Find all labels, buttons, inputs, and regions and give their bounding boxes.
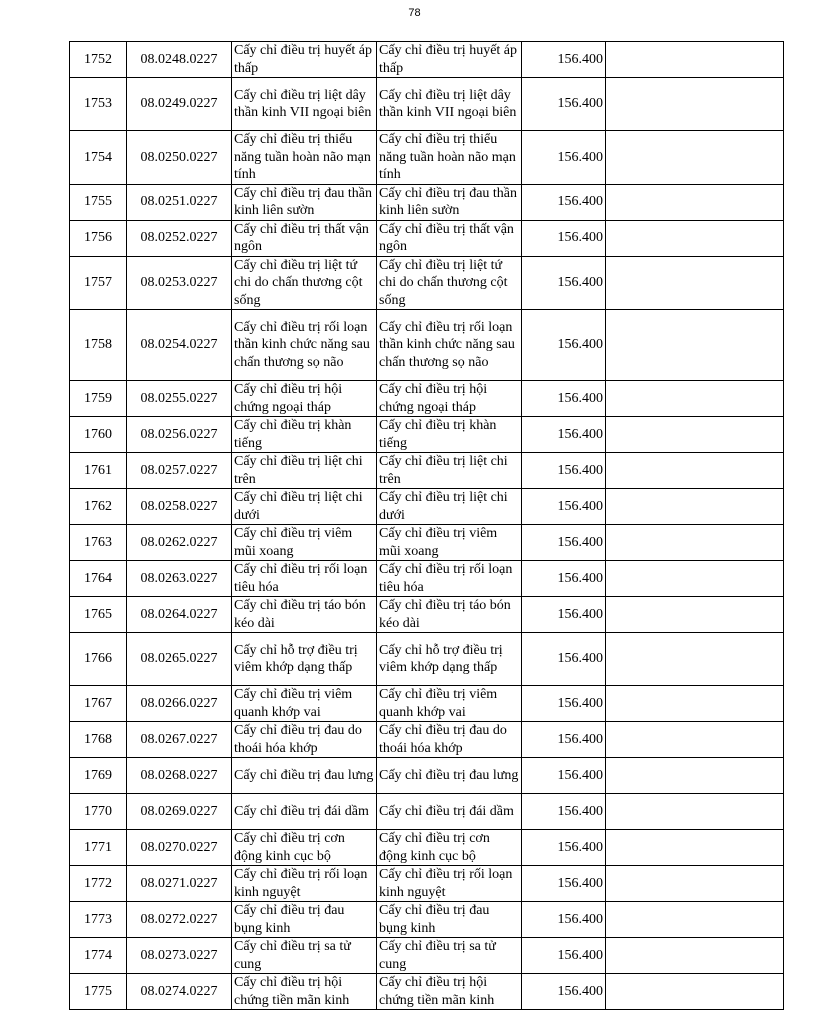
service-price: 156.400 — [522, 722, 606, 758]
service-price: 156.400 — [522, 184, 606, 220]
service-name: Cấy chỉ điều trị liệt tứ chi do chấn thương cột sống — [232, 256, 377, 310]
service-name: Cấy chỉ điều trị liệt dây thần kinh VII ngoại biên — [232, 78, 377, 131]
row-number: 1769 — [70, 758, 127, 794]
table-row — [70, 453, 784, 489]
service-code: 08.0263.0227 — [127, 561, 232, 597]
service-code: 08.0252.0227 — [127, 220, 232, 256]
row-number: 1758 — [70, 310, 127, 381]
note-cell — [606, 453, 784, 489]
table-row — [70, 220, 784, 256]
table-row — [70, 974, 784, 1010]
service-name-approved: Cấy chỉ điều trị huyết áp thấp — [377, 42, 522, 78]
service-price: 156.400 — [522, 381, 606, 417]
service-price: 156.400 — [522, 974, 606, 1010]
service-code: 08.0249.0227 — [127, 78, 232, 131]
table-row — [70, 597, 784, 633]
service-code: 08.0270.0227 — [127, 830, 232, 866]
service-name: Cấy chỉ điều trị đau lưng — [232, 758, 377, 794]
row-number: 1766 — [70, 633, 127, 686]
row-number: 1770 — [70, 794, 127, 830]
service-name: Cấy chỉ điều trị sa tử cung — [232, 938, 377, 974]
service-code: 08.0256.0227 — [127, 417, 232, 453]
note-cell — [606, 417, 784, 453]
note-cell — [606, 310, 784, 381]
row-number: 1775 — [70, 974, 127, 1010]
row-number: 1761 — [70, 453, 127, 489]
service-price: 156.400 — [522, 256, 606, 310]
service-name-approved: Cấy chỉ điều trị liệt dây thần kinh VII ngoại biên — [377, 78, 522, 131]
table-body — [70, 42, 784, 1010]
row-number: 1764 — [70, 561, 127, 597]
service-price: 156.400 — [522, 866, 606, 902]
service-name-approved: Cấy chỉ điều trị sa tử cung — [377, 938, 522, 974]
service-name-approved: Cấy chỉ điều trị liệt tứ chi do chấn thương cột sống — [377, 256, 522, 310]
row-number: 1763 — [70, 525, 127, 561]
service-code: 08.0257.0227 — [127, 453, 232, 489]
service-price: 156.400 — [522, 794, 606, 830]
row-number: 1771 — [70, 830, 127, 866]
service-name: Cấy chỉ điều trị thất vận ngôn — [232, 220, 377, 256]
service-code: 08.0271.0227 — [127, 866, 232, 902]
service-code: 08.0254.0227 — [127, 310, 232, 381]
note-cell — [606, 220, 784, 256]
service-code: 08.0266.0227 — [127, 686, 232, 722]
service-name: Cấy chỉ điều trị liệt chi dưới — [232, 489, 377, 525]
table-row — [70, 938, 784, 974]
service-price: 156.400 — [522, 310, 606, 381]
service-name-approved: Cấy chỉ điều trị viêm mũi xoang — [377, 525, 522, 561]
note-cell — [606, 633, 784, 686]
note-cell — [606, 131, 784, 185]
table-row — [70, 184, 784, 220]
service-name: Cấy chỉ điều trị rối loạn kinh nguyệt — [232, 866, 377, 902]
service-name-approved: Cấy chỉ điều trị đái dầm — [377, 794, 522, 830]
service-price: 156.400 — [522, 830, 606, 866]
service-name: Cấy chỉ điều trị táo bón kéo dài — [232, 597, 377, 633]
service-name: Cấy chỉ điều trị đau thần kinh liên sườn — [232, 184, 377, 220]
service-code: 08.0267.0227 — [127, 722, 232, 758]
service-name-approved: Cấy chỉ điều trị hội chứng ngoại tháp — [377, 381, 522, 417]
row-number: 1773 — [70, 902, 127, 938]
service-name: Cấy chỉ điều trị đái dầm — [232, 794, 377, 830]
service-price: 156.400 — [522, 633, 606, 686]
note-cell — [606, 561, 784, 597]
service-name-approved: Cấy chỉ điều trị táo bón kéo dài — [377, 597, 522, 633]
service-name-approved: Cấy chỉ điều trị đau do thoái hóa khớp — [377, 722, 522, 758]
service-price: 156.400 — [522, 453, 606, 489]
table-row — [70, 42, 784, 78]
note-cell — [606, 78, 784, 131]
service-price: 156.400 — [522, 78, 606, 131]
row-number: 1772 — [70, 866, 127, 902]
note-cell — [606, 866, 784, 902]
service-code: 08.0248.0227 — [127, 42, 232, 78]
table-row — [70, 830, 784, 866]
service-code: 08.0265.0227 — [127, 633, 232, 686]
service-price: 156.400 — [522, 417, 606, 453]
price-table — [69, 41, 784, 1010]
row-number: 1753 — [70, 78, 127, 131]
service-code: 08.0264.0227 — [127, 597, 232, 633]
service-name: Cấy chỉ điều trị liệt chi trên — [232, 453, 377, 489]
note-cell — [606, 42, 784, 78]
row-number: 1774 — [70, 938, 127, 974]
service-code: 08.0273.0227 — [127, 938, 232, 974]
row-number: 1767 — [70, 686, 127, 722]
service-name: Cấy chỉ điều trị thiểu năng tuần hoàn não mạn tính — [232, 131, 377, 185]
table-row — [70, 561, 784, 597]
service-name: Cấy chỉ điều trị đau bụng kinh — [232, 902, 377, 938]
table-row — [70, 866, 784, 902]
table-row — [70, 525, 784, 561]
service-price: 156.400 — [522, 42, 606, 78]
service-price: 156.400 — [522, 131, 606, 185]
service-name: Cấy chỉ điều trị hội chứng ngoại tháp — [232, 381, 377, 417]
service-name-approved: Cấy chỉ điều trị liệt chi trên — [377, 453, 522, 489]
table-row — [70, 78, 784, 131]
service-name-approved: Cấy chỉ điều trị cơn động kinh cục bộ — [377, 830, 522, 866]
service-name: Cấy chỉ điều trị khàn tiếng — [232, 417, 377, 453]
service-name: Cấy chỉ điều trị rối loạn tiêu hóa — [232, 561, 377, 597]
table-row — [70, 489, 784, 525]
service-name-approved: Cấy chỉ điều trị khàn tiếng — [377, 417, 522, 453]
service-name: Cấy chỉ hỗ trợ điều trị viêm khớp dạng thấp — [232, 633, 377, 686]
service-price: 156.400 — [522, 758, 606, 794]
note-cell — [606, 184, 784, 220]
service-name-approved: Cấy chỉ điều trị rối loạn kinh nguyệt — [377, 866, 522, 902]
note-cell — [606, 938, 784, 974]
row-number: 1754 — [70, 131, 127, 185]
service-name: Cấy chỉ điều trị rối loạn thần kinh chức năng sau chấn thương sọ não — [232, 310, 377, 381]
service-name-approved: Cấy chỉ điều trị viêm quanh khớp vai — [377, 686, 522, 722]
service-name-approved: Cấy chỉ điều trị thất vận ngôn — [377, 220, 522, 256]
row-number: 1759 — [70, 381, 127, 417]
service-name: Cấy chỉ điều trị cơn động kinh cục bộ — [232, 830, 377, 866]
note-cell — [606, 381, 784, 417]
note-cell — [606, 597, 784, 633]
table-row — [70, 902, 784, 938]
service-code: 08.0255.0227 — [127, 381, 232, 417]
service-name: Cấy chỉ điều trị viêm mũi xoang — [232, 525, 377, 561]
service-code: 08.0251.0227 — [127, 184, 232, 220]
service-code: 08.0272.0227 — [127, 902, 232, 938]
service-name-approved: Cấy chỉ điều trị đau thần kinh liên sườn — [377, 184, 522, 220]
table-row — [70, 381, 784, 417]
service-code: 08.0253.0227 — [127, 256, 232, 310]
service-name: Cấy chỉ điều trị viêm quanh khớp vai — [232, 686, 377, 722]
row-number: 1762 — [70, 489, 127, 525]
service-price: 156.400 — [522, 220, 606, 256]
table-row — [70, 794, 784, 830]
note-cell — [606, 722, 784, 758]
table-row — [70, 758, 784, 794]
service-price: 156.400 — [522, 525, 606, 561]
service-price: 156.400 — [522, 597, 606, 633]
table-row — [70, 633, 784, 686]
service-name-approved: Cấy chỉ điều trị đau bụng kinh — [377, 902, 522, 938]
row-number: 1765 — [70, 597, 127, 633]
service-name-approved: Cấy chỉ hỗ trợ điều trị viêm khớp dạng thấp — [377, 633, 522, 686]
service-price: 156.400 — [522, 938, 606, 974]
service-name-approved: Cấy chỉ điều trị liệt chi dưới — [377, 489, 522, 525]
service-code: 08.0258.0227 — [127, 489, 232, 525]
note-cell — [606, 902, 784, 938]
table-row — [70, 417, 784, 453]
note-cell — [606, 794, 784, 830]
note-cell — [606, 758, 784, 794]
page-number: 78 — [408, 7, 421, 19]
service-code: 08.0274.0227 — [127, 974, 232, 1010]
row-number: 1760 — [70, 417, 127, 453]
table-row — [70, 131, 784, 185]
service-code: 08.0262.0227 — [127, 525, 232, 561]
service-price: 156.400 — [522, 561, 606, 597]
note-cell — [606, 489, 784, 525]
note-cell — [606, 525, 784, 561]
service-code: 08.0269.0227 — [127, 794, 232, 830]
service-name: Cấy chỉ điều trị hội chứng tiền mãn kinh — [232, 974, 377, 1010]
service-price: 156.400 — [522, 489, 606, 525]
service-code: 08.0268.0227 — [127, 758, 232, 794]
table-row — [70, 686, 784, 722]
table-row — [70, 256, 784, 310]
service-name: Cấy chỉ điều trị đau do thoái hóa khớp — [232, 722, 377, 758]
note-cell — [606, 830, 784, 866]
table-row — [70, 310, 784, 381]
service-name-approved: Cấy chỉ điều trị hội chứng tiền mãn kinh — [377, 974, 522, 1010]
service-name-approved: Cấy chỉ điều trị đau lưng — [377, 758, 522, 794]
row-number: 1755 — [70, 184, 127, 220]
note-cell — [606, 256, 784, 310]
service-price: 156.400 — [522, 686, 606, 722]
service-name-approved: Cấy chỉ điều trị rối loạn tiêu hóa — [377, 561, 522, 597]
service-price: 156.400 — [522, 902, 606, 938]
note-cell — [606, 974, 784, 1010]
service-name-approved: Cấy chỉ điều trị thiểu năng tuần hoàn não mạn tính — [377, 131, 522, 185]
row-number: 1768 — [70, 722, 127, 758]
table-row — [70, 722, 784, 758]
service-name-approved: Cấy chỉ điều trị rối loạn thần kinh chức năng sau chấn thương sọ não — [377, 310, 522, 381]
row-number: 1756 — [70, 220, 127, 256]
row-number: 1752 — [70, 42, 127, 78]
row-number: 1757 — [70, 256, 127, 310]
service-code: 08.0250.0227 — [127, 131, 232, 185]
service-name: Cấy chỉ điều trị huyết áp thấp — [232, 42, 377, 78]
note-cell — [606, 686, 784, 722]
